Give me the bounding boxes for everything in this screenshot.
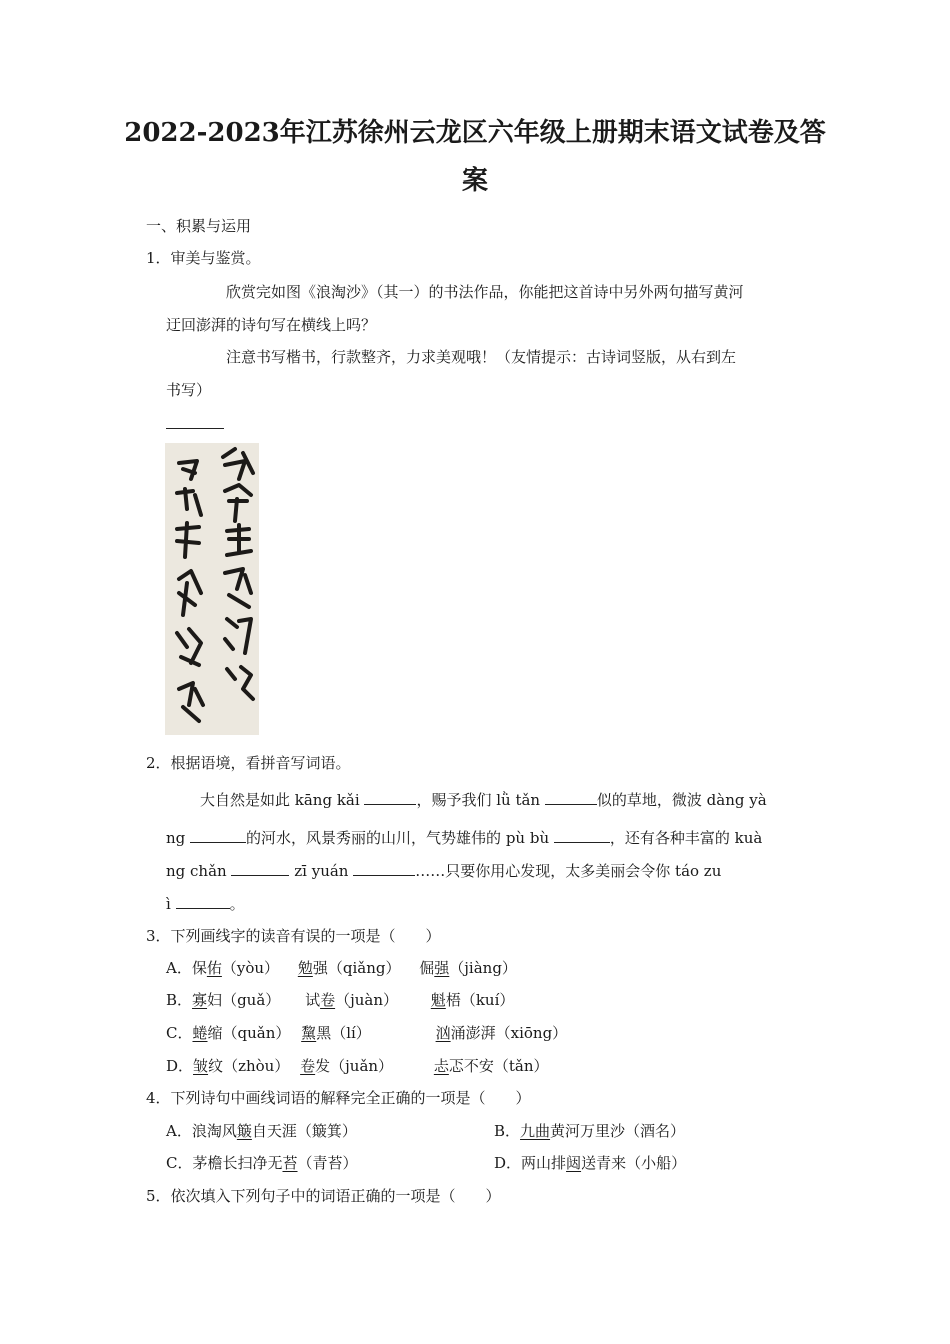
- option-prefix: B．: [166, 991, 193, 1009]
- q4-option-a[interactable]: [166, 1120, 357, 1141]
- underlined-word: 九曲: [520, 1122, 551, 1140]
- q1-answer-blank[interactable]: [166, 414, 224, 433]
- q2-text: 的河水，风景秀丽的山川，气势雄伟的 pù bù: [246, 829, 550, 847]
- pinyin: （yòu）: [221, 959, 280, 977]
- q4-option-c[interactable]: [166, 1152, 358, 1173]
- q2-blank[interactable]: [176, 894, 230, 909]
- q2-text: 。: [229, 895, 245, 913]
- option-word: 妇: [207, 991, 223, 1009]
- option-word: 倔: [419, 959, 435, 977]
- option-prefix: B．: [494, 1122, 521, 1140]
- underlined-char: 忐: [433, 1057, 449, 1075]
- option-text: 送青来（小船）: [581, 1154, 687, 1172]
- q2-text: ……只要你用心发现，太多美丽会令你 táo zu: [415, 862, 722, 880]
- q2-blank[interactable]: [231, 861, 289, 876]
- q2-text: ng chǎn: [166, 862, 227, 880]
- underlined-char: 卷: [300, 1057, 316, 1075]
- pinyin: （juàn）: [335, 991, 399, 1009]
- underlined-char: 黧: [301, 1024, 317, 1042]
- q2-blank[interactable]: [190, 828, 246, 843]
- option-word: 黑: [316, 1024, 332, 1042]
- pinyin: （zhòu）: [223, 1057, 290, 1075]
- q2-blank[interactable]: [353, 861, 415, 876]
- q2-text: 大自然是如此 kāng kǎi: [200, 791, 360, 809]
- option-prefix: D．: [166, 1057, 194, 1075]
- q1-label: 1．审美与鉴赏。: [146, 249, 261, 267]
- q3-label: 3．下列画线字的读音有误的一项是（ ）: [146, 927, 441, 945]
- q1-para2b: 书写）: [166, 381, 212, 399]
- pinyin: （qiǎng）: [327, 959, 401, 977]
- q2-blank[interactable]: [545, 790, 597, 805]
- underlined-word: 苔: [282, 1154, 298, 1172]
- option-prefix: A．: [166, 1122, 192, 1140]
- q2-line3: [166, 860, 721, 881]
- q2-blank[interactable]: [554, 828, 610, 843]
- option-word: 发: [315, 1057, 331, 1075]
- pinyin: （tǎn）: [493, 1057, 549, 1075]
- q2-blank[interactable]: [364, 790, 416, 805]
- underlined-char: 佑: [206, 959, 222, 977]
- q2-text: ，赐予我们 lǜ tǎn: [416, 791, 541, 809]
- pinyin: （quǎn）: [222, 1024, 291, 1042]
- pinyin: （kuí）: [460, 991, 515, 1009]
- doc-title-line2: 案: [461, 166, 488, 196]
- option-word: 试: [305, 991, 321, 1009]
- underlined-char: 汹: [435, 1024, 451, 1042]
- q1-para1a: 欣赏完如图《浪淘沙》（其一）的书法作品，你能把这首诗中另外两句描写黄河: [226, 283, 744, 301]
- q2-text: ì: [166, 895, 171, 913]
- pinyin: （xiōng）: [495, 1024, 568, 1042]
- q4-option-d[interactable]: [494, 1152, 686, 1173]
- underlined-char: 皱: [193, 1057, 209, 1075]
- q2-text: zī yuán: [294, 862, 349, 880]
- q2-line2: [166, 827, 762, 848]
- option-prefix: A．: [166, 959, 192, 977]
- q5-label: 5．依次填入下列句子中的词语正确的一项是（ ）: [146, 1187, 501, 1205]
- option-prefix: C．: [166, 1024, 193, 1042]
- q2-line4: [166, 893, 245, 914]
- option-prefix: C．: [166, 1154, 193, 1172]
- option-prefix: D．: [494, 1154, 522, 1172]
- section-heading: 一、积累与运用: [146, 217, 252, 235]
- q2-label: 2．根据语境，看拼音写词语。: [146, 754, 351, 772]
- underlined-char: 寡: [192, 991, 208, 1009]
- q2-text: ng: [166, 829, 186, 847]
- option-text: （青苔）: [297, 1154, 358, 1172]
- underlined-char: 勉: [297, 959, 313, 977]
- calligraphy-image: [165, 443, 259, 735]
- doc-title-line1: 2022-2023年江苏徐州云龙区六年级上册期末语文试卷及答: [124, 118, 826, 148]
- q2-text: 似的草地，微波 dàng yà: [596, 791, 767, 809]
- q4-option-b[interactable]: [494, 1120, 685, 1141]
- option-word: 缩: [207, 1024, 223, 1042]
- q1-para2a: 注意书写楷书，行款整齐，力求美观哦！（友情提示：古诗词竖版，从右到左: [226, 348, 737, 366]
- option-word: 保: [191, 959, 207, 977]
- option-word: 涌澎湃: [450, 1024, 496, 1042]
- underlined-word: 簸: [236, 1122, 252, 1140]
- underlined-char: 强: [434, 959, 450, 977]
- option-word: 忑不安: [448, 1057, 494, 1075]
- q3-option-d[interactable]: [166, 1055, 549, 1076]
- option-text: 两山排: [521, 1154, 567, 1172]
- option-word: 纹: [208, 1057, 224, 1075]
- option-text: 自天涯（簸箕）: [251, 1122, 357, 1140]
- q3-option-b[interactable]: [166, 989, 514, 1010]
- option-word: 梧: [445, 991, 461, 1009]
- q3-option-a[interactable]: [166, 957, 517, 978]
- option-text: 浪淘风: [191, 1122, 237, 1140]
- pinyin: （lí）: [331, 1024, 371, 1042]
- q3-option-c[interactable]: [166, 1022, 567, 1043]
- option-word: 强: [312, 959, 328, 977]
- underlined-word: 闼: [566, 1154, 582, 1172]
- underlined-char: 蜷: [192, 1024, 208, 1042]
- underlined-char: 魁: [430, 991, 446, 1009]
- q1-para1b: 迂回澎湃的诗句写在横线上吗？: [166, 316, 377, 334]
- pinyin: （jiàng）: [449, 959, 517, 977]
- pinyin: （guǎ）: [222, 991, 281, 1009]
- option-text: 黄河万里沙（酒名）: [550, 1122, 686, 1140]
- q4-label: 4．下列诗句中画线词语的解释完全正确的一项是（ ）: [146, 1089, 531, 1107]
- pinyin: （juǎn）: [330, 1057, 394, 1075]
- underlined-char: 卷: [320, 991, 336, 1009]
- option-text: 茅檐长扫净无: [192, 1154, 283, 1172]
- calligraphy-strokes: [165, 443, 259, 735]
- q2-text: ，还有各种丰富的 kuà: [609, 829, 763, 847]
- q2-line1: [200, 789, 767, 810]
